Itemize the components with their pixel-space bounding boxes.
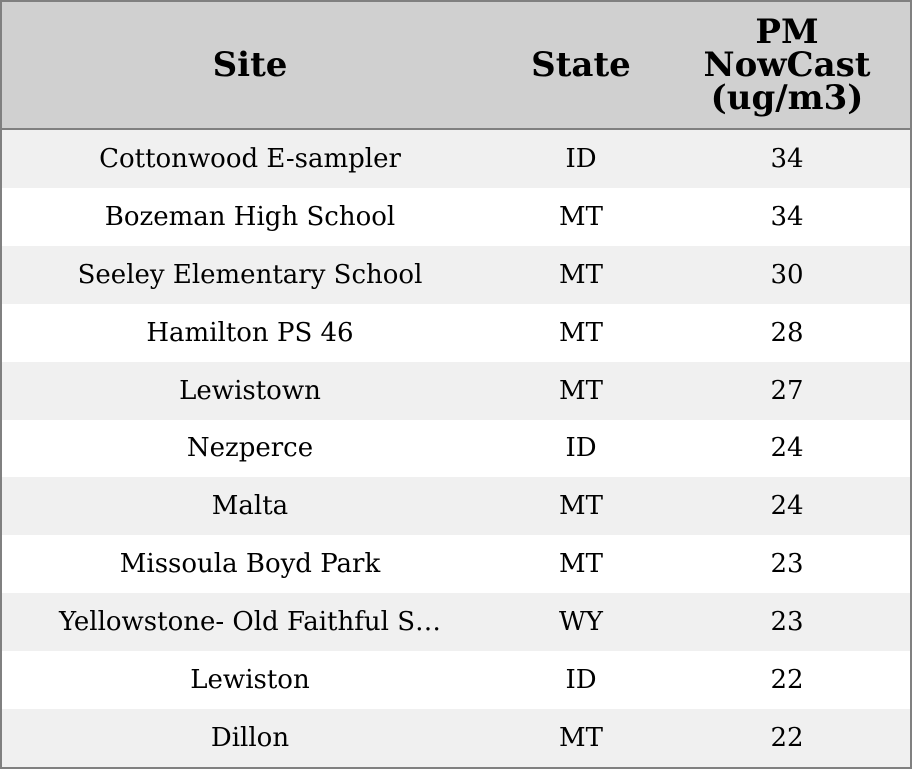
cell-site: Yellowstone- Old Faithful S…: [58, 607, 442, 638]
table-row: [2, 477, 910, 535]
cell-state: MT: [559, 549, 603, 580]
cell-state: ID: [565, 143, 597, 174]
header-state: State: [531, 44, 631, 85]
cell-site: Nezperce: [186, 433, 314, 464]
cell-site: Bozeman High School: [104, 201, 396, 232]
cell-pm: 28: [770, 317, 804, 348]
header-site: Site: [212, 44, 288, 85]
cell-site: Dillon: [210, 723, 290, 754]
table-row: [2, 651, 910, 709]
cell-state: MT: [559, 491, 603, 522]
cell-pm: 22: [770, 665, 804, 696]
cell-pm: 23: [770, 607, 804, 638]
cell-state: MT: [559, 201, 603, 232]
cell-pm: 23: [770, 549, 804, 580]
header-pm-nowcast-label: PM NowCast (ug/m3): [703, 11, 871, 118]
cell-state: MT: [559, 375, 603, 406]
cell-state: MT: [559, 317, 603, 348]
cell-site: Missoula Boyd Park: [119, 549, 381, 580]
table-row: [2, 130, 910, 188]
cell-site: Seeley Elementary School: [77, 259, 423, 290]
table-header-row: [2, 2, 910, 130]
cell-site: Lewiston: [190, 665, 310, 696]
table-row: [2, 593, 910, 651]
cell-site: Hamilton PS 46: [146, 317, 354, 348]
table-row: [2, 535, 910, 593]
cell-site: Lewistown: [179, 375, 321, 406]
cell-pm: 22: [770, 723, 804, 754]
cell-site: Cottonwood E-sampler: [99, 143, 401, 174]
table-row: [2, 420, 910, 478]
cell-pm: 27: [770, 375, 804, 406]
cell-site: Malta: [211, 491, 289, 522]
table-row: [2, 188, 910, 246]
cell-state: MT: [559, 723, 603, 754]
header-pm-nowcast: [664, 2, 910, 128]
table-row: [2, 304, 910, 362]
cell-pm: 24: [770, 491, 804, 522]
cell-pm: 30: [770, 259, 804, 290]
cell-pm: 34: [770, 143, 804, 174]
cell-state: MT: [559, 259, 603, 290]
cell-state: ID: [565, 665, 597, 696]
table-row: [2, 246, 910, 304]
cell-pm: 34: [770, 201, 804, 232]
table-row: [2, 709, 910, 767]
cell-state: WY: [559, 607, 603, 638]
cell-pm: 24: [770, 433, 804, 464]
cell-state: ID: [565, 433, 597, 464]
table-row: [2, 362, 910, 420]
table-body: [2, 130, 910, 767]
